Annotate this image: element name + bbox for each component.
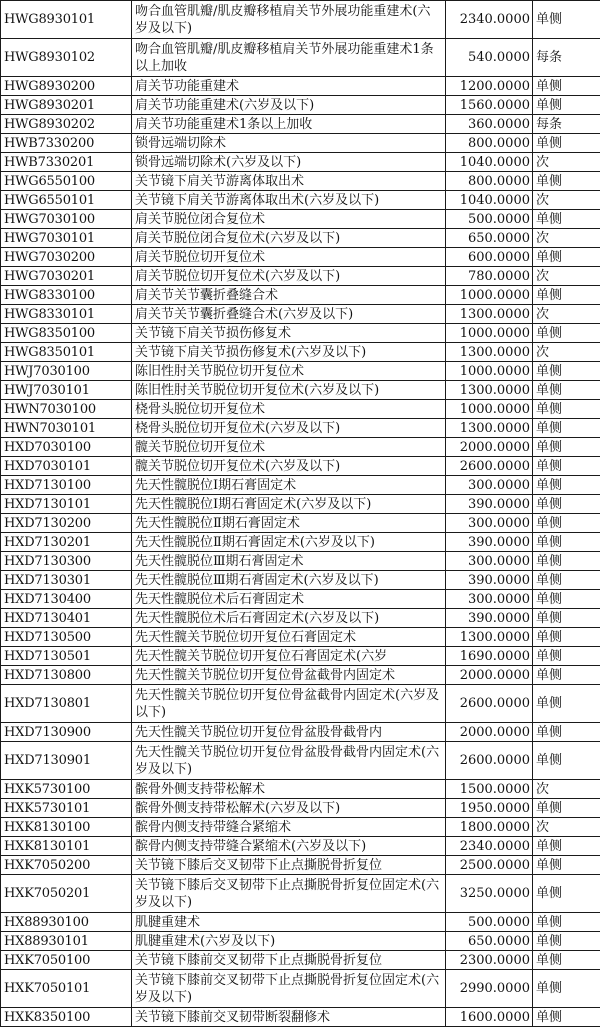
item-code-cell: HXD7130500 [1, 628, 132, 647]
item-code-cell: HWN7030100 [1, 400, 132, 419]
item-price-cell: 390.0000 [446, 495, 533, 514]
item-unit-cell: 单侧 [533, 362, 600, 381]
item-price-cell: 1200.0000 [446, 77, 533, 96]
item-name-cell: 肩关节脱位切开复位术(六岁及以下) [132, 267, 446, 286]
item-unit-cell: 单侧 [533, 324, 600, 343]
item-price-cell: 300.0000 [446, 514, 533, 533]
item-code-cell: HWN7030101 [1, 419, 132, 438]
table-row [1, 723, 600, 742]
item-name-cell: 先天性髋脱位Ⅲ期石膏固定术 [132, 552, 446, 571]
item-name-cell: 先天性髋关节脱位切开复位石膏固定术 [132, 628, 446, 647]
item-code-cell: HXD7130800 [1, 666, 132, 685]
table-row [1, 324, 600, 343]
table-row [1, 286, 600, 305]
item-price-cell: 1000.0000 [446, 400, 533, 419]
item-code-cell: HXD7130300 [1, 552, 132, 571]
item-price-cell: 2500.0000 [446, 856, 533, 875]
item-code-cell: HXD7130401 [1, 609, 132, 628]
item-name-cell: 髌骨外侧支持带松解术 [132, 780, 446, 799]
item-price-cell: 360.0000 [446, 115, 533, 134]
item-price-cell: 540.0000 [446, 39, 533, 77]
table-row [1, 476, 600, 495]
item-name-cell: 先天性髋脱位术后石膏固定术(六岁及以下) [132, 609, 446, 628]
item-code-cell: HWG7030100 [1, 210, 132, 229]
item-name-cell: 先天性髋脱位Ⅲ期石膏固定术(六岁及以下) [132, 571, 446, 590]
item-price-cell: 1300.0000 [446, 381, 533, 400]
item-code-cell: HXD7130801 [1, 685, 132, 723]
item-unit-cell: 单侧 [533, 134, 600, 153]
table-row [1, 362, 600, 381]
item-price-cell: 300.0000 [446, 552, 533, 571]
item-name-cell: 肌腱重建术 [132, 913, 446, 932]
table-row [1, 96, 600, 115]
item-unit-cell: 单侧 [533, 514, 600, 533]
item-unit-cell: 次 [533, 343, 600, 362]
item-name-cell: 锁骨远端切除术(六岁及以下) [132, 153, 446, 172]
item-price-cell: 650.0000 [446, 229, 533, 248]
table-row [1, 932, 600, 951]
item-code-cell: HXK8130101 [1, 837, 132, 856]
table-row [1, 134, 600, 153]
item-code-cell: HWJ7030100 [1, 362, 132, 381]
table-row [1, 837, 600, 856]
item-unit-cell: 单侧 [533, 685, 600, 723]
item-code-cell: HXK5730100 [1, 780, 132, 799]
item-code-cell: HXD7030101 [1, 457, 132, 476]
table-row [1, 248, 600, 267]
item-code-cell: HWG8930101 [1, 1, 132, 39]
table-row [1, 381, 600, 400]
item-name-cell: 关节镜下膝后交叉韧带下止点撕脱骨折复位固定术(六岁及以下) [132, 875, 446, 913]
table-row [1, 115, 600, 134]
item-unit-cell: 次 [533, 191, 600, 210]
table-row [1, 153, 600, 172]
item-unit-cell: 单侧 [533, 837, 600, 856]
table-row [1, 818, 600, 837]
item-unit-cell: 单侧 [533, 723, 600, 742]
item-name-cell: 陈旧性肘关节脱位切开复位术(六岁及以下) [132, 381, 446, 400]
item-name-cell: 锁骨远端切除术 [132, 134, 446, 153]
item-price-cell: 2600.0000 [446, 742, 533, 780]
item-price-cell: 300.0000 [446, 590, 533, 609]
item-unit-cell: 单侧 [533, 742, 600, 780]
item-price-cell: 780.0000 [446, 267, 533, 286]
item-code-cell: HXD7130301 [1, 571, 132, 590]
item-code-cell: HWG7030201 [1, 267, 132, 286]
table-row [1, 172, 600, 191]
item-code-cell: HXK7050101 [1, 970, 132, 1008]
item-code-cell: HXD7130100 [1, 476, 132, 495]
item-unit-cell: 每条 [533, 115, 600, 134]
item-name-cell: 肩关节功能重建术(六岁及以下) [132, 96, 446, 115]
table-row [1, 191, 600, 210]
item-name-cell: 关节镜下肩关节损伤修复术(六岁及以下) [132, 343, 446, 362]
table-row [1, 210, 600, 229]
table-row [1, 552, 600, 571]
item-code-cell: HWG6550100 [1, 172, 132, 191]
table-row [1, 647, 600, 666]
table-row [1, 229, 600, 248]
item-name-cell: 先天性髋脱位Ⅰ期石膏固定术 [132, 476, 446, 495]
item-unit-cell: 次 [533, 229, 600, 248]
item-unit-cell: 单侧 [533, 96, 600, 115]
item-name-cell: 肩关节脱位闭合复位术(六岁及以下) [132, 229, 446, 248]
item-name-cell: 肩关节关节囊折叠缝合术 [132, 286, 446, 305]
item-price-cell: 390.0000 [446, 609, 533, 628]
item-code-cell: HWG8930102 [1, 39, 132, 77]
item-code-cell: HXD7030100 [1, 438, 132, 457]
item-code-cell: HWG8930200 [1, 77, 132, 96]
item-unit-cell: 次 [533, 305, 600, 324]
item-unit-cell: 单侧 [533, 438, 600, 457]
item-name-cell: 吻合血管肌瓣/肌皮瓣移植肩关节外展功能重建术1条以上加收 [132, 39, 446, 77]
item-price-cell: 2600.0000 [446, 457, 533, 476]
item-price-cell: 500.0000 [446, 913, 533, 932]
item-unit-cell: 单侧 [533, 571, 600, 590]
item-code-cell: HWG7030200 [1, 248, 132, 267]
item-unit-cell: 单侧 [533, 381, 600, 400]
item-code-cell: HXK8350100 [1, 1008, 132, 1027]
item-price-cell: 1300.0000 [446, 419, 533, 438]
table-row [1, 590, 600, 609]
item-price-cell: 1000.0000 [446, 362, 533, 381]
table-row [1, 913, 600, 932]
item-code-cell: HXK7050200 [1, 856, 132, 875]
item-name-cell: 肩关节关节囊折叠缝合术(六岁及以下) [132, 305, 446, 324]
item-price-cell: 300.0000 [446, 476, 533, 495]
item-price-cell: 500.0000 [446, 210, 533, 229]
item-name-cell: 陈旧性肘关节脱位切开复位术 [132, 362, 446, 381]
item-name-cell: 先天性髋关节脱位切开复位骨盆截骨内固定术 [132, 666, 446, 685]
item-price-cell: 1000.0000 [446, 324, 533, 343]
item-unit-cell: 单侧 [533, 552, 600, 571]
table-row [1, 305, 600, 324]
table-row [1, 533, 600, 552]
item-code-cell: HXK5730101 [1, 799, 132, 818]
item-code-cell: HWG8930202 [1, 115, 132, 134]
item-price-cell: 1300.0000 [446, 343, 533, 362]
item-unit-cell: 单侧 [533, 248, 600, 267]
item-code-cell: HXK7050100 [1, 951, 132, 970]
item-price-cell: 1950.0000 [446, 799, 533, 818]
item-name-cell: 先天性髋脱位Ⅱ期石膏固定术 [132, 514, 446, 533]
item-code-cell: HWG6550101 [1, 191, 132, 210]
item-unit-cell: 单侧 [533, 533, 600, 552]
item-price-cell: 1560.0000 [446, 96, 533, 115]
item-price-cell: 2990.0000 [446, 970, 533, 1008]
item-unit-cell: 次 [533, 153, 600, 172]
table-row [1, 799, 600, 818]
item-unit-cell: 次 [533, 780, 600, 799]
item-unit-cell: 单侧 [533, 799, 600, 818]
item-price-cell: 1300.0000 [446, 628, 533, 647]
item-unit-cell: 单侧 [533, 666, 600, 685]
item-unit-cell: 单侧 [533, 172, 600, 191]
item-name-cell: 先天性髋脱位Ⅰ期石膏固定术(六岁及以下) [132, 495, 446, 514]
item-price-cell: 3250.0000 [446, 875, 533, 913]
item-name-cell: 关节镜下肩关节损伤修复术 [132, 324, 446, 343]
table-row [1, 343, 600, 362]
item-unit-cell: 次 [533, 267, 600, 286]
item-unit-cell: 单侧 [533, 210, 600, 229]
item-unit-cell: 每条 [533, 39, 600, 77]
table-row [1, 875, 600, 913]
item-unit-cell: 单侧 [533, 590, 600, 609]
item-price-cell: 390.0000 [446, 533, 533, 552]
item-name-cell: 关节镜下肩关节游离体取出术 [132, 172, 446, 191]
item-code-cell: HWG8930201 [1, 96, 132, 115]
item-unit-cell: 单侧 [533, 286, 600, 305]
item-price-cell: 2000.0000 [446, 438, 533, 457]
table-row [1, 780, 600, 799]
item-unit-cell: 单侧 [533, 495, 600, 514]
item-code-cell: HWG8350101 [1, 343, 132, 362]
item-code-cell: HXD7130901 [1, 742, 132, 780]
item-code-cell: HWB7330200 [1, 134, 132, 153]
item-price-cell: 1600.0000 [446, 1008, 533, 1027]
table-row [1, 419, 600, 438]
item-code-cell: HWG8330100 [1, 286, 132, 305]
item-unit-cell: 单侧 [533, 875, 600, 913]
item-name-cell: 关节镜下膝后交叉韧带下止点撕脱骨折复位 [132, 856, 446, 875]
table-row [1, 267, 600, 286]
item-name-cell: 髌骨外侧支持带松解术(六岁及以下) [132, 799, 446, 818]
item-unit-cell: 次 [533, 818, 600, 837]
item-unit-cell: 单侧 [533, 628, 600, 647]
item-name-cell: 先天性髋关节脱位切开复位骨盆股骨截骨内固定术(六岁及以下) [132, 742, 446, 780]
item-price-cell: 1690.0000 [446, 647, 533, 666]
item-code-cell: HXD7130101 [1, 495, 132, 514]
item-name-cell: 髌骨内侧支持带缝合紧缩术(六岁及以下) [132, 837, 446, 856]
item-name-cell: 髌骨内侧支持带缝合紧缩术 [132, 818, 446, 837]
item-name-cell: 肩关节功能重建术1条以上加收 [132, 115, 446, 134]
item-name-cell: 吻合血管肌瓣/肌皮瓣移植肩关节外展功能重建术(六岁及以下) [132, 1, 446, 39]
item-name-cell: 先天性髋关节脱位切开复位石膏固定术(六岁 [132, 647, 446, 666]
table-row [1, 514, 600, 533]
item-name-cell: 先天性髋关节脱位切开复位骨盆截骨内固定术(六岁及以下) [132, 685, 446, 723]
item-price-cell: 390.0000 [446, 571, 533, 590]
item-unit-cell: 单侧 [533, 457, 600, 476]
item-price-cell: 1040.0000 [446, 191, 533, 210]
item-name-cell: 桡骨头脱位切开复位术(六岁及以下) [132, 419, 446, 438]
item-price-cell: 800.0000 [446, 134, 533, 153]
item-code-cell: HXD7130900 [1, 723, 132, 742]
item-price-cell: 800.0000 [446, 172, 533, 191]
table-row [1, 856, 600, 875]
item-price-cell: 1300.0000 [446, 305, 533, 324]
table-row [1, 39, 600, 77]
table-row [1, 1008, 600, 1027]
item-unit-cell: 单侧 [533, 1, 600, 39]
item-price-cell: 2000.0000 [446, 723, 533, 742]
item-code-cell: HXK7050201 [1, 875, 132, 913]
table-row [1, 400, 600, 419]
table-row [1, 742, 600, 780]
item-code-cell: HWG7030101 [1, 229, 132, 248]
table-row [1, 571, 600, 590]
item-price-cell: 1800.0000 [446, 818, 533, 837]
table-row [1, 609, 600, 628]
item-unit-cell: 单侧 [533, 647, 600, 666]
table-row [1, 685, 600, 723]
table-row [1, 951, 600, 970]
item-price-cell: 1000.0000 [446, 286, 533, 305]
item-unit-cell: 单侧 [533, 476, 600, 495]
item-unit-cell: 单侧 [533, 419, 600, 438]
item-name-cell: 桡骨头脱位切开复位术 [132, 400, 446, 419]
item-name-cell: 肩关节功能重建术 [132, 77, 446, 96]
item-unit-cell: 单侧 [533, 951, 600, 970]
item-name-cell: 先天性髋脱位Ⅱ期石膏固定术(六岁及以下) [132, 533, 446, 552]
item-unit-cell: 单侧 [533, 913, 600, 932]
item-unit-cell: 单侧 [533, 932, 600, 951]
item-code-cell: HX88930100 [1, 913, 132, 932]
item-code-cell: HXD7130501 [1, 647, 132, 666]
item-price-cell: 1040.0000 [446, 153, 533, 172]
table-row [1, 457, 600, 476]
item-code-cell: HXD7130400 [1, 590, 132, 609]
item-name-cell: 关节镜下膝前交叉韧带下止点撕脱骨折复位 [132, 951, 446, 970]
item-unit-cell: 单侧 [533, 970, 600, 1008]
table-row [1, 77, 600, 96]
item-name-cell: 肩关节脱位切开复位术 [132, 248, 446, 267]
item-code-cell: HXK8130100 [1, 818, 132, 837]
item-unit-cell: 单侧 [533, 400, 600, 419]
table-row [1, 1, 600, 39]
item-price-cell: 1500.0000 [446, 780, 533, 799]
item-name-cell: 髋关节脱位切开复位术 [132, 438, 446, 457]
item-name-cell: 关节镜下肩关节游离体取出术(六岁及以下) [132, 191, 446, 210]
item-unit-cell: 单侧 [533, 609, 600, 628]
fee-table-body [1, 1, 600, 1027]
item-name-cell: 先天性髋脱位术后石膏固定术 [132, 590, 446, 609]
item-price-cell: 650.0000 [446, 932, 533, 951]
item-price-cell: 2300.0000 [446, 951, 533, 970]
item-name-cell: 髋关节脱位切开复位术(六岁及以下) [132, 457, 446, 476]
item-code-cell: HX88930101 [1, 932, 132, 951]
item-unit-cell: 单侧 [533, 77, 600, 96]
item-code-cell: HXD7130201 [1, 533, 132, 552]
table-row [1, 666, 600, 685]
item-price-cell: 2340.0000 [446, 1, 533, 39]
item-price-cell: 2340.0000 [446, 837, 533, 856]
table-row [1, 438, 600, 457]
item-name-cell: 关节镜下膝前交叉韧带下止点撕脱骨折复位固定术(六岁及以下) [132, 970, 446, 1008]
table-row [1, 628, 600, 647]
item-name-cell: 肌腱重建术(六岁及以下) [132, 932, 446, 951]
table-row [1, 495, 600, 514]
item-code-cell: HWB7330201 [1, 153, 132, 172]
item-name-cell: 肩关节脱位闭合复位术 [132, 210, 446, 229]
item-code-cell: HWG8350100 [1, 324, 132, 343]
item-price-cell: 600.0000 [446, 248, 533, 267]
item-unit-cell: 单侧 [533, 1008, 600, 1027]
item-code-cell: HWJ7030101 [1, 381, 132, 400]
item-price-cell: 2000.0000 [446, 666, 533, 685]
item-price-cell: 2600.0000 [446, 685, 533, 723]
item-name-cell: 关节镜下膝前交叉韧带断裂翻修术 [132, 1008, 446, 1027]
table-row [1, 970, 600, 1008]
item-name-cell: 先天性髋关节脱位切开复位骨盆股骨截骨内 [132, 723, 446, 742]
item-code-cell: HWG8330101 [1, 305, 132, 324]
item-code-cell: HXD7130200 [1, 514, 132, 533]
item-unit-cell: 单侧 [533, 856, 600, 875]
